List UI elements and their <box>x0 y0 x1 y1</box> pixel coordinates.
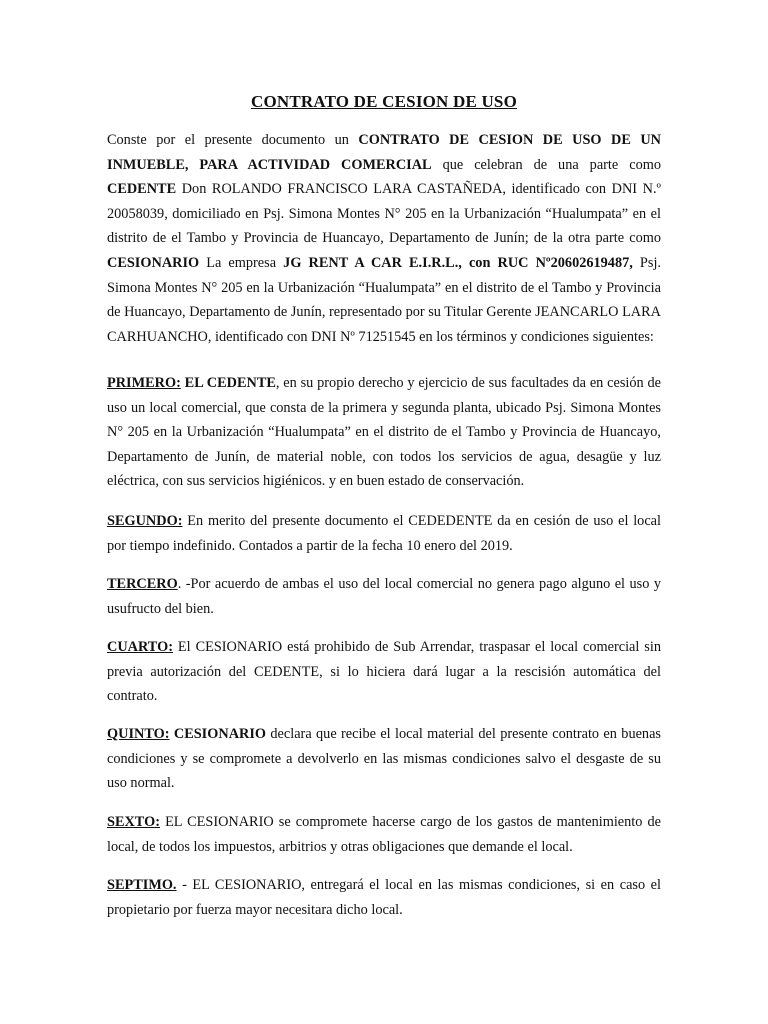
intro-paragraph <box>107 128 661 349</box>
clause-tercero <box>107 572 661 621</box>
clause-sexto <box>107 810 661 859</box>
company-name: JG RENT A CAR E.I.R.L., con RUC Nº20602619487, <box>283 254 633 271</box>
intro-text-2: que celebran de una parte como <box>431 156 661 173</box>
clause-primero <box>107 371 661 494</box>
clause-heading: SEGUNDO: <box>107 513 183 529</box>
intro-text-4: La empresa <box>199 254 284 271</box>
clause-text: , en su propio derecho y ejercicio de sus facultades da en cesión de uso un local comercial, que consta de la primera y segunda planta, ubicado Psj. Simona Montes N° 205 en la Urbanización “Hualumpata” en el distrito de el Tambo y Provincia de Huancayo, Departamento de Junín, de material noble, con todos los servicios de agua, desagüe y luz eléctrica, con sus servicios higiénicos. y en buen estado de conservación. <box>107 375 661 490</box>
clause-heading: CUARTO: <box>107 639 173 655</box>
clause-text: - EL CESIONARIO, entregará el local en las mismas condiciones, si en caso el propietario por fuerza mayor necesitara dicho local. <box>107 877 661 918</box>
clause-septimo <box>107 873 661 922</box>
clause-text: En merito del presente documento el CEDEDENTE da en cesión de uso el local por tiempo indefinido. Contados a partir de la fecha 10 enero del 2019. <box>107 513 661 554</box>
cedente-label: CEDENTE <box>107 181 177 198</box>
clause-heading: QUINTO: <box>107 726 170 742</box>
cesionario-label: CESIONARIO <box>107 254 200 271</box>
clause-heading: SEXTO: <box>107 814 160 830</box>
clause-heading: SEPTIMO. <box>107 877 177 893</box>
clause-segundo <box>107 509 661 558</box>
clause-quinto <box>107 722 661 796</box>
intro-text-5: Psj. Simona Montes N° 205 en la Urbanización “Hualumpata” en el distrito de el Tambo y Provincia de Huancayo, Departamento de Junín, representado por su Titular Gerente JEANCARLO LARA CARHUANCHO, identificado con DNI Nº 71251545 en los términos y condiciones siguientes: <box>107 254 661 345</box>
clause-heading: PRIMERO: <box>107 375 181 391</box>
clause-text: EL CESIONARIO se compromete hacerse cargo de los gastos de mantenimiento de local, de todos los impuestos, arbitrios y otras obligaciones que demande el local. <box>107 814 661 855</box>
clause-text: El CESIONARIO está prohibido de Sub Arrendar, traspasar el local comercial sin previa autorización del CEDENTE, si lo hiciera dará lugar a la rescisión automática del contrato. <box>107 639 661 705</box>
intro-text-3: Don ROLANDO FRANCISCO LARA CASTAÑEDA, identificado con DNI N.º 20058039, domiciliado en Psj. Simona Montes N° 205 en la Urbanización “Hualumpata” en el distrito de el Tambo y Provincia de Huancayo, Departamento de Junín; de la otra parte como <box>107 181 661 247</box>
clause-bold-lead: EL CEDENTE <box>180 375 276 391</box>
clause-text: declara que recibe el local material del presente contrato en buenas condiciones y se compromete a devolverlo en las mismas condiciones salvo el desgaste de su uso normal. <box>107 726 661 792</box>
clause-bold-lead: CESIONARIO <box>169 726 267 742</box>
contract-type: CONTRATO DE CESION DE USO DE UN INMUEBLE, PARA ACTIVIDAD COMERCIAL <box>107 132 661 173</box>
intro-text-1: Conste por el presente documento un <box>107 132 359 148</box>
clause-cuarto <box>107 635 661 709</box>
clause-text: . -Por acuerdo de ambas el uso del local comercial no genera pago alguno el uso y usufructo del bien. <box>107 576 661 617</box>
clause-heading: TERCERO <box>107 576 178 592</box>
document-title: CONTRATO DE CESION DE USO <box>250 92 518 111</box>
